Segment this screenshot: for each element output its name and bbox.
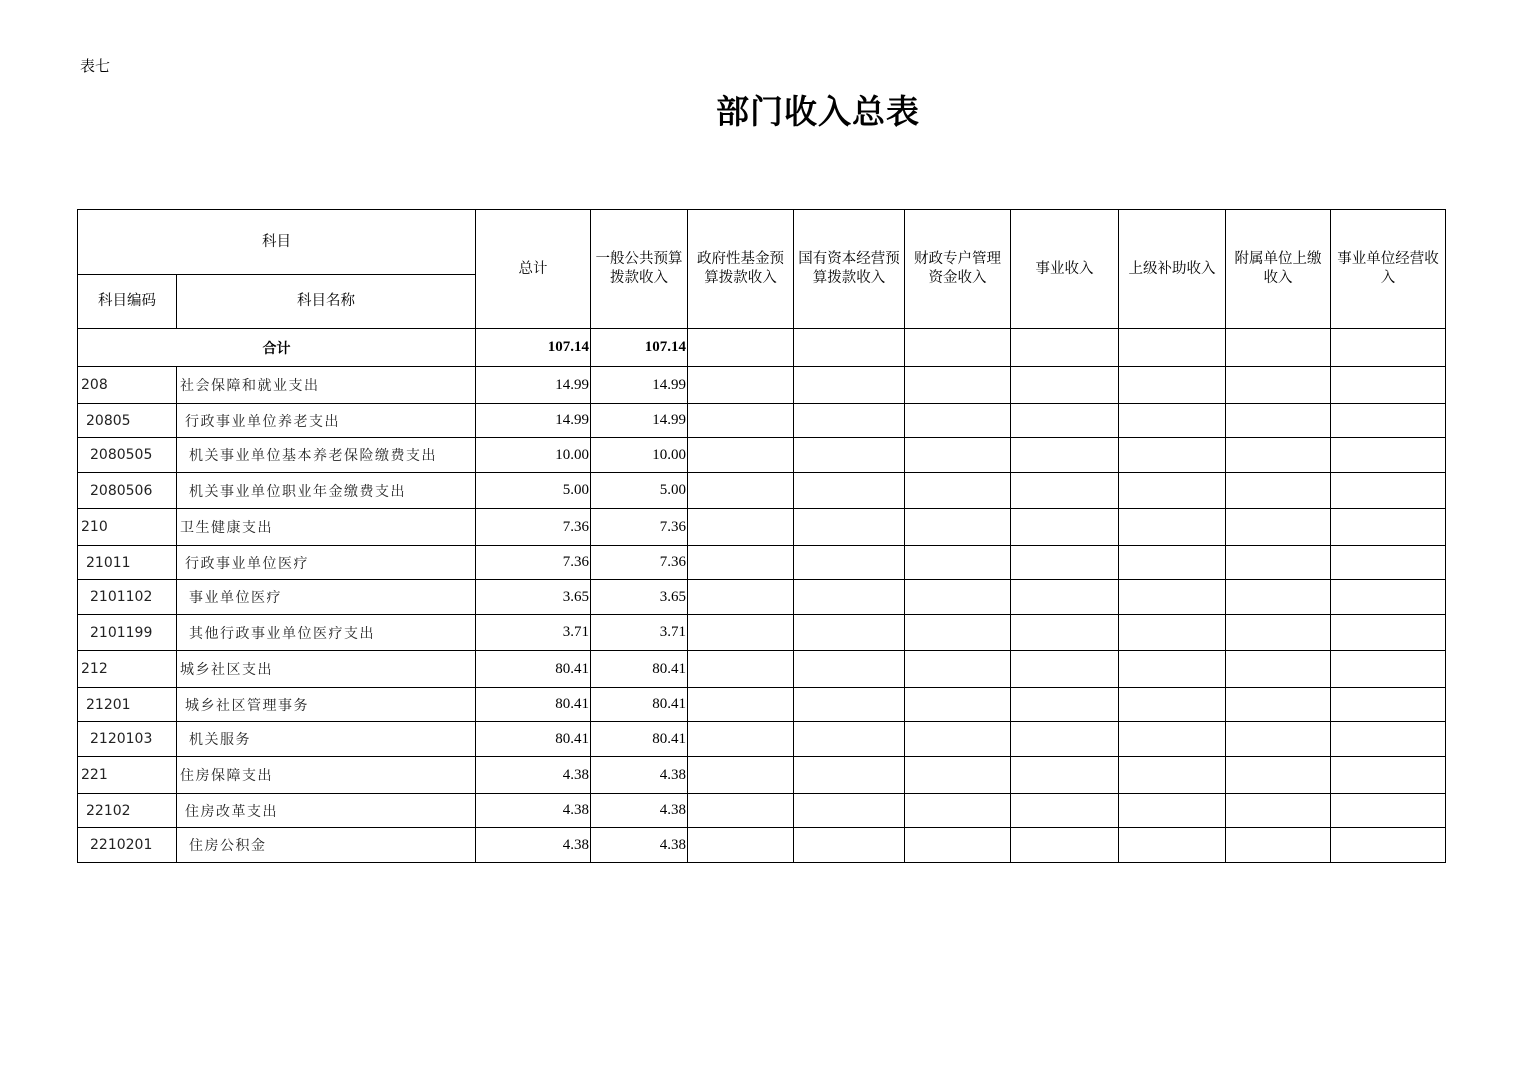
empty-cell bbox=[688, 367, 794, 404]
general-budget-cell: 4.38 bbox=[591, 757, 688, 794]
table-number-label: 表七 bbox=[80, 57, 111, 75]
subject-code-cell: 2101199 bbox=[78, 615, 177, 651]
subject-code-cell: 21201 bbox=[78, 688, 177, 722]
empty-cell bbox=[794, 794, 905, 828]
total-cell: 4.38 bbox=[476, 794, 591, 828]
header-general-budget: 一般公共预算拨款收入 bbox=[591, 210, 688, 329]
subject-name-cell: 其他行政事业单位医疗支出 bbox=[177, 615, 476, 651]
subject-name-cell: 机关事业单位职业年金缴费支出 bbox=[177, 473, 476, 509]
empty-cell bbox=[1226, 329, 1331, 367]
table-row bbox=[78, 615, 1446, 651]
empty-cell bbox=[794, 828, 905, 863]
empty-cell bbox=[1011, 367, 1119, 404]
empty-cell bbox=[1226, 615, 1331, 651]
empty-cell bbox=[1119, 651, 1226, 688]
total-cell: 14.99 bbox=[476, 404, 591, 438]
total-cell: 5.00 bbox=[476, 473, 591, 509]
empty-cell bbox=[1226, 688, 1331, 722]
empty-cell bbox=[688, 828, 794, 863]
header-state-capital: 国有资本经营预算拨款收入 bbox=[794, 210, 905, 329]
empty-cell bbox=[794, 651, 905, 688]
general-budget-cell: 4.38 bbox=[591, 794, 688, 828]
table-row bbox=[78, 404, 1446, 438]
general-budget-cell: 4.38 bbox=[591, 828, 688, 863]
empty-cell bbox=[1011, 757, 1119, 794]
empty-cell bbox=[794, 757, 905, 794]
subject-code-cell: 210 bbox=[78, 509, 177, 546]
header-business-operation: 事业单位经营收入 bbox=[1331, 210, 1446, 329]
total-row bbox=[78, 329, 1446, 367]
income-summary-table bbox=[77, 209, 1446, 863]
empty-cell bbox=[1331, 757, 1446, 794]
total-label: 合计 bbox=[78, 329, 476, 367]
empty-cell bbox=[905, 473, 1011, 509]
empty-cell bbox=[688, 509, 794, 546]
table-row bbox=[78, 688, 1446, 722]
table-row bbox=[78, 722, 1446, 757]
empty-cell bbox=[1226, 722, 1331, 757]
general-budget-cell: 80.41 bbox=[591, 722, 688, 757]
empty-cell bbox=[1226, 367, 1331, 404]
empty-cell bbox=[688, 651, 794, 688]
empty-cell bbox=[1331, 404, 1446, 438]
empty-cell bbox=[1226, 794, 1331, 828]
general-budget-cell: 14.99 bbox=[591, 367, 688, 404]
empty-cell bbox=[688, 438, 794, 473]
table-row bbox=[78, 794, 1446, 828]
empty-cell bbox=[794, 329, 905, 367]
total-cell: 107.14 bbox=[476, 329, 591, 367]
table-row bbox=[78, 473, 1446, 509]
subject-code-cell: 2080506 bbox=[78, 473, 177, 509]
empty-cell bbox=[905, 367, 1011, 404]
total-cell: 4.38 bbox=[476, 757, 591, 794]
empty-cell bbox=[1119, 688, 1226, 722]
subject-code-cell: 208 bbox=[78, 367, 177, 404]
empty-cell bbox=[1331, 688, 1446, 722]
subject-code-cell: 20805 bbox=[78, 404, 177, 438]
empty-cell bbox=[1226, 546, 1331, 580]
table-row bbox=[78, 828, 1446, 863]
empty-cell bbox=[1011, 473, 1119, 509]
subject-code-cell: 21011 bbox=[78, 546, 177, 580]
header-row-1 bbox=[78, 210, 1446, 275]
empty-cell bbox=[1011, 615, 1119, 651]
empty-cell bbox=[905, 757, 1011, 794]
empty-cell bbox=[1011, 688, 1119, 722]
subject-code-cell: 2080505 bbox=[78, 438, 177, 473]
header-total: 总计 bbox=[476, 210, 591, 329]
general-budget-cell: 7.36 bbox=[591, 546, 688, 580]
empty-cell bbox=[794, 404, 905, 438]
total-cell: 3.71 bbox=[476, 615, 591, 651]
subject-name-cell: 机关服务 bbox=[177, 722, 476, 757]
empty-cell bbox=[1011, 509, 1119, 546]
empty-cell bbox=[905, 404, 1011, 438]
empty-cell bbox=[688, 473, 794, 509]
empty-cell bbox=[1331, 367, 1446, 404]
empty-cell bbox=[1119, 438, 1226, 473]
empty-cell bbox=[1331, 722, 1446, 757]
empty-cell bbox=[794, 722, 905, 757]
general-budget-cell: 107.14 bbox=[591, 329, 688, 367]
empty-cell bbox=[688, 404, 794, 438]
empty-cell bbox=[1119, 473, 1226, 509]
empty-cell bbox=[688, 794, 794, 828]
empty-cell bbox=[688, 546, 794, 580]
empty-cell bbox=[794, 509, 905, 546]
header-business-income: 事业收入 bbox=[1011, 210, 1119, 329]
total-cell: 3.65 bbox=[476, 580, 591, 615]
table-row bbox=[78, 546, 1446, 580]
empty-cell bbox=[905, 651, 1011, 688]
empty-cell bbox=[1119, 794, 1226, 828]
header-subject-code: 科目编码 bbox=[78, 275, 177, 329]
empty-cell bbox=[1011, 546, 1119, 580]
empty-cell bbox=[688, 580, 794, 615]
total-cell: 80.41 bbox=[476, 722, 591, 757]
header-superior-subsidy: 上级补助收入 bbox=[1119, 210, 1226, 329]
general-budget-cell: 3.65 bbox=[591, 580, 688, 615]
empty-cell bbox=[794, 688, 905, 722]
empty-cell bbox=[1226, 509, 1331, 546]
table-row bbox=[78, 757, 1446, 794]
empty-cell bbox=[1011, 828, 1119, 863]
subject-name-cell: 社会保障和就业支出 bbox=[177, 367, 476, 404]
empty-cell bbox=[1119, 828, 1226, 863]
empty-cell bbox=[1226, 438, 1331, 473]
empty-cell bbox=[1226, 757, 1331, 794]
empty-cell bbox=[905, 580, 1011, 615]
general-budget-cell: 80.41 bbox=[591, 688, 688, 722]
subject-name-cell: 住房保障支出 bbox=[177, 757, 476, 794]
empty-cell bbox=[1011, 580, 1119, 615]
table-row bbox=[78, 651, 1446, 688]
table-header bbox=[78, 210, 1446, 329]
empty-cell bbox=[905, 688, 1011, 722]
page-title: 部门收入总表 bbox=[716, 92, 920, 131]
table-row bbox=[78, 438, 1446, 473]
empty-cell bbox=[1011, 329, 1119, 367]
empty-cell bbox=[1331, 580, 1446, 615]
empty-cell bbox=[794, 438, 905, 473]
empty-cell bbox=[1226, 404, 1331, 438]
empty-cell bbox=[1331, 615, 1446, 651]
subject-name-cell: 住房改革支出 bbox=[177, 794, 476, 828]
table-row bbox=[78, 509, 1446, 546]
subject-name-cell: 住房公积金 bbox=[177, 828, 476, 863]
empty-cell bbox=[1119, 404, 1226, 438]
empty-cell bbox=[688, 722, 794, 757]
empty-cell bbox=[1119, 615, 1226, 651]
empty-cell bbox=[1226, 580, 1331, 615]
empty-cell bbox=[1331, 509, 1446, 546]
subject-code-cell: 2120103 bbox=[78, 722, 177, 757]
header-subject: 科目 bbox=[78, 210, 476, 275]
general-budget-cell: 80.41 bbox=[591, 651, 688, 688]
general-budget-cell: 3.71 bbox=[591, 615, 688, 651]
empty-cell bbox=[794, 615, 905, 651]
total-cell: 7.36 bbox=[476, 546, 591, 580]
general-budget-cell: 7.36 bbox=[591, 509, 688, 546]
header-affiliated-payment: 附属单位上缴收入 bbox=[1226, 210, 1331, 329]
header-fiscal-special: 财政专户管理资金收入 bbox=[905, 210, 1011, 329]
empty-cell bbox=[1119, 367, 1226, 404]
subject-code-cell: 212 bbox=[78, 651, 177, 688]
empty-cell bbox=[1011, 404, 1119, 438]
empty-cell bbox=[1119, 722, 1226, 757]
total-cell: 14.99 bbox=[476, 367, 591, 404]
empty-cell bbox=[688, 757, 794, 794]
empty-cell bbox=[794, 580, 905, 615]
general-budget-cell: 10.00 bbox=[591, 438, 688, 473]
empty-cell bbox=[1119, 580, 1226, 615]
empty-cell bbox=[1331, 329, 1446, 367]
empty-cell bbox=[1119, 329, 1226, 367]
empty-cell bbox=[1119, 546, 1226, 580]
empty-cell bbox=[905, 509, 1011, 546]
empty-cell bbox=[1011, 794, 1119, 828]
table-row bbox=[78, 580, 1446, 615]
total-cell: 80.41 bbox=[476, 651, 591, 688]
subject-code-cell: 22102 bbox=[78, 794, 177, 828]
subject-name-cell: 城乡社区管理事务 bbox=[177, 688, 476, 722]
empty-cell bbox=[905, 722, 1011, 757]
empty-cell bbox=[1011, 651, 1119, 688]
empty-cell bbox=[905, 794, 1011, 828]
empty-cell bbox=[1119, 757, 1226, 794]
empty-cell bbox=[1011, 722, 1119, 757]
total-cell: 7.36 bbox=[476, 509, 591, 546]
subject-name-cell: 行政事业单位养老支出 bbox=[177, 404, 476, 438]
empty-cell bbox=[1331, 473, 1446, 509]
empty-cell bbox=[1226, 828, 1331, 863]
empty-cell bbox=[905, 615, 1011, 651]
empty-cell bbox=[1331, 651, 1446, 688]
subject-name-cell: 城乡社区支出 bbox=[177, 651, 476, 688]
empty-cell bbox=[794, 473, 905, 509]
empty-cell bbox=[1331, 546, 1446, 580]
empty-cell bbox=[794, 546, 905, 580]
empty-cell bbox=[688, 329, 794, 367]
empty-cell bbox=[905, 828, 1011, 863]
empty-cell bbox=[1011, 438, 1119, 473]
subject-name-cell: 卫生健康支出 bbox=[177, 509, 476, 546]
total-cell: 4.38 bbox=[476, 828, 591, 863]
empty-cell bbox=[1331, 794, 1446, 828]
empty-cell bbox=[905, 546, 1011, 580]
empty-cell bbox=[905, 438, 1011, 473]
empty-cell bbox=[688, 688, 794, 722]
empty-cell bbox=[1226, 651, 1331, 688]
general-budget-cell: 5.00 bbox=[591, 473, 688, 509]
total-cell: 80.41 bbox=[476, 688, 591, 722]
subject-name-cell: 机关事业单位基本养老保险缴费支出 bbox=[177, 438, 476, 473]
table-body bbox=[78, 329, 1446, 863]
subject-code-cell: 2101102 bbox=[78, 580, 177, 615]
subject-code-cell: 2210201 bbox=[78, 828, 177, 863]
subject-name-cell: 行政事业单位医疗 bbox=[177, 546, 476, 580]
total-cell: 10.00 bbox=[476, 438, 591, 473]
subject-code-cell: 221 bbox=[78, 757, 177, 794]
empty-cell bbox=[1119, 509, 1226, 546]
general-budget-cell: 14.99 bbox=[591, 404, 688, 438]
header-gov-fund: 政府性基金预算拨款收入 bbox=[688, 210, 794, 329]
empty-cell bbox=[688, 615, 794, 651]
empty-cell bbox=[1226, 473, 1331, 509]
subject-name-cell: 事业单位医疗 bbox=[177, 580, 476, 615]
table-row bbox=[78, 367, 1446, 404]
empty-cell bbox=[905, 329, 1011, 367]
empty-cell bbox=[1331, 828, 1446, 863]
empty-cell bbox=[1331, 438, 1446, 473]
header-subject-name: 科目名称 bbox=[177, 275, 476, 329]
empty-cell bbox=[794, 367, 905, 404]
